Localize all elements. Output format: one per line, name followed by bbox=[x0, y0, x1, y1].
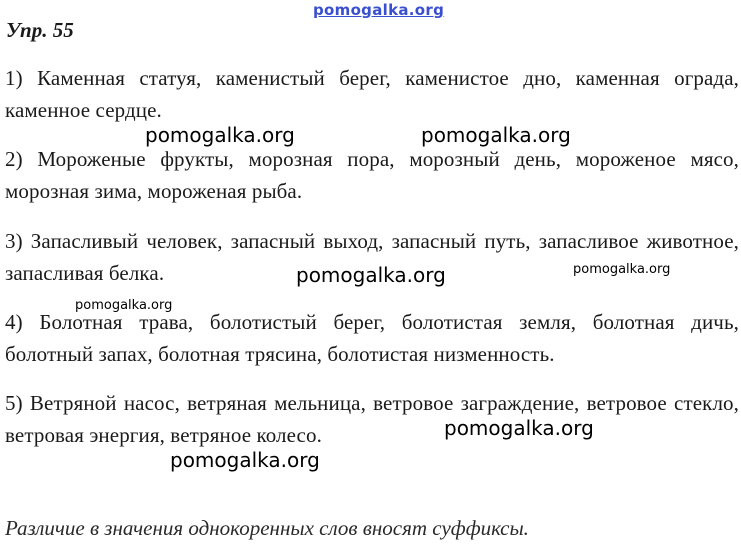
answer-paragraph-2: 2) Мороженые фрукты, морозная пора, морозный день, мороженое мясо, морозная зима, мороженая рыба. bbox=[5, 147, 739, 203]
watermark: pomogalka.org bbox=[444, 416, 594, 440]
exercise-title: Упр. 55 bbox=[6, 18, 74, 42]
answer-paragraph-1: 1) Каменная статуя, каменистый берег, каменистое дно, каменная ограда, каменное сердце. bbox=[5, 66, 739, 122]
answer-paragraph-4: 4) Болотная трава, болотистый берег, болотистая земля, болотная дичь, болотный запах, болотная трясина, болотистая низменность. bbox=[5, 310, 739, 366]
watermark: pomogalka.org bbox=[573, 262, 671, 277]
watermark: pomogalka.org bbox=[296, 263, 446, 287]
watermark: pomogalka.org bbox=[145, 123, 295, 147]
answer-paragraph-5: 5) Ветряной насос, ветряная мельница, ветровое заграждение, ветровое стекло, ветровая энергия, ветряное колесо. bbox=[5, 391, 739, 447]
watermark: pomogalka.org bbox=[75, 298, 173, 313]
watermark: pomogalka.org bbox=[421, 123, 571, 147]
answer-paragraph-3: 3) Запасливый человек, запасный выход, запасный путь, запасливое животное, запасливая белка. bbox=[5, 229, 739, 285]
conclusion-text: Различие в значения однокоренных слов вносят суффиксы. bbox=[5, 516, 529, 540]
watermark: pomogalka.org bbox=[170, 448, 320, 472]
header-watermark-link[interactable]: pomogalka.org bbox=[313, 1, 445, 19]
